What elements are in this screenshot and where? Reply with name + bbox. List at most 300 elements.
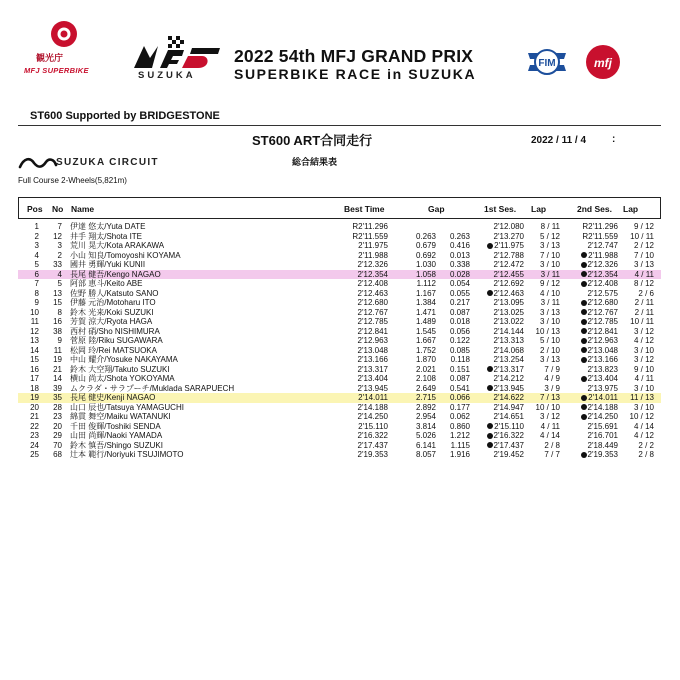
fim-logo [526, 47, 568, 77]
mfj-label: mfj [594, 56, 612, 70]
row-1st-session: 2'14.651 [493, 412, 524, 421]
row-gap-leader: 6.141 [415, 440, 436, 450]
table-row [18, 346, 661, 356]
row-best-time: 2'14.250 [357, 412, 388, 421]
row-pos: 7 [34, 279, 39, 288]
row-2nd-session: 2'12.575 [587, 288, 618, 298]
race-time: : [612, 134, 616, 145]
row-lap-1: 3 / 9 [544, 383, 560, 393]
row-no: 16 [53, 317, 62, 326]
row-no: 5 [57, 279, 62, 288]
row-lap-2: 3 / 13 [633, 260, 654, 269]
jta-superbike-logo [22, 20, 132, 82]
row-best-time: 2'16.322 [357, 431, 388, 440]
row-1st-session-time: 2'11.975 [494, 241, 524, 250]
row-2nd-session-time: 2'12.841 [587, 326, 618, 336]
table-row [18, 279, 661, 289]
event-subtitle: SUPERBIKE RACE in SUZUKA [234, 66, 477, 82]
best-lap-dot-icon [581, 309, 587, 315]
row-lap-1: 4 / 10 [539, 288, 560, 298]
row-2nd-session-time: 2'12.785 [587, 317, 618, 326]
best-lap-dot-icon [581, 395, 587, 401]
row-gap-leader: 1.870 [415, 355, 436, 364]
row-gap-leader: 2.108 [415, 374, 436, 383]
row-no: 15 [53, 298, 62, 307]
row-gap-prev: 0.018 [449, 317, 470, 326]
row-lap-2: 4 / 14 [633, 421, 654, 431]
row-lap-1: 2 / 8 [544, 440, 560, 450]
row-pos: 4 [34, 250, 39, 260]
col-pos: Pos [27, 204, 43, 214]
row-name: 小山 知良/Tomoyoshi KOYAMA [70, 250, 181, 260]
row-2nd-session [560, 374, 618, 384]
row-2nd-session: 2'12.747 [587, 241, 618, 250]
row-no: 11 [53, 345, 62, 355]
best-lap-dot-icon [581, 271, 587, 277]
row-1st-session [470, 384, 524, 394]
mfj-logo [585, 44, 621, 80]
row-1st-session [470, 289, 524, 299]
row-1st-session: 2'13.270 [493, 231, 524, 241]
row-name: 佐野 勝人/Katsuto SANO [70, 288, 159, 298]
row-gap-prev: 0.085 [449, 345, 470, 355]
row-gap-prev: 0.416 [449, 241, 470, 250]
table-row [18, 441, 661, 451]
row-name: 伊達 悠太/Yuta DATE [70, 222, 146, 231]
row-best-time: 2'11.988 [358, 250, 388, 260]
row-2nd-session [560, 279, 618, 289]
series-title: ST600 Supported by BRIDGESTONE [30, 110, 220, 122]
best-lap-dot-icon [581, 319, 587, 325]
row-best-time: 2'19.353 [357, 450, 388, 459]
row-best-time: 2'11.975 [358, 241, 388, 250]
row-1st-session: 2'14.622 [493, 393, 524, 402]
table-row [18, 336, 661, 346]
row-gap-leader: 1.030 [415, 260, 436, 269]
table-row [18, 308, 661, 318]
row-1st-session-time: 2'13.317 [493, 364, 524, 374]
row-gap-prev: 0.056 [449, 326, 470, 336]
course-info: Full Course 2-Wheels(5,821m) [18, 176, 127, 185]
row-2nd-session: 2'18.449 [587, 440, 618, 450]
row-lap-2: 3 / 10 [633, 345, 654, 355]
table-row [18, 355, 661, 365]
row-pos: 17 [30, 374, 39, 383]
best-lap-dot-icon [487, 385, 493, 391]
row-best-time: 2'13.048 [357, 345, 388, 355]
row-pos: 9 [34, 298, 39, 307]
table-row [18, 251, 661, 261]
col-lap-1: Lap [531, 204, 547, 214]
row-1st-session: 2'19.452 [493, 450, 524, 459]
row-2nd-session [560, 336, 618, 346]
row-gap-prev: 0.122 [449, 336, 470, 345]
row-name: 千田 俊輝/Toshiki SENDA [70, 421, 161, 431]
best-lap-dot-icon [581, 376, 587, 382]
row-lap-2: 2 / 11 [634, 298, 654, 307]
mfj-gp-logo [132, 34, 224, 84]
best-lap-dot-icon [487, 290, 493, 296]
row-2nd-session [560, 298, 618, 308]
row-lap-2: 11 / 13 [630, 393, 654, 402]
mfj-emblem-icon [585, 44, 621, 80]
row-name: ムクラダ・サラプーチ/Muklada SARAPUECH [70, 383, 235, 393]
row-gap-prev: 0.263 [449, 231, 470, 241]
row-name: 芳賀 涼大/Ryota HAGA [70, 317, 153, 326]
col-best-time: Best Time [344, 204, 385, 214]
row-1st-session: 2'13.022 [493, 317, 524, 326]
row-lap-1: 3 / 13 [539, 307, 560, 317]
row-gap-prev: 0.054 [449, 279, 470, 288]
row-2nd-session [560, 450, 618, 460]
row-pos: 8 [34, 288, 39, 298]
row-pos: 16 [30, 364, 39, 374]
row-1st-session-time: 2'13.945 [493, 383, 524, 393]
table-row [18, 403, 661, 413]
jta-logo-text: 観光庁 [36, 53, 64, 63]
row-1st-session [470, 365, 524, 375]
row-1st-session: 2'13.025 [493, 307, 524, 317]
row-no: 7 [57, 222, 62, 231]
row-2nd-session [560, 355, 618, 365]
race-title: ST600 ART合同走行 [252, 133, 373, 148]
row-lap-1: 3 / 12 [539, 412, 560, 421]
table-row [18, 317, 661, 327]
fim-label: FIM [538, 58, 556, 69]
row-gap-leader: 0.679 [415, 241, 436, 250]
row-no: 20 [53, 421, 62, 431]
row-lap-1: 4 / 14 [539, 431, 560, 440]
row-best-time: 2'12.408 [357, 279, 388, 288]
row-no: 29 [53, 431, 62, 440]
row-lap-1: 7 / 9 [544, 364, 560, 374]
row-best-time: 2'12.463 [357, 288, 388, 298]
row-gap-prev: 0.066 [449, 393, 470, 402]
row-name: 西村 硝/Sho NISHIMURA [70, 326, 160, 336]
row-2nd-session-time: 2'12.354 [587, 269, 618, 279]
row-2nd-session [560, 403, 618, 413]
gp-logo-sub: SUZUKA [138, 70, 196, 81]
row-no: 68 [53, 450, 62, 459]
row-gap-prev: 1.212 [449, 431, 470, 440]
row-gap-leader: 1.384 [415, 298, 436, 307]
row-2nd-session [560, 251, 618, 261]
table-row [18, 298, 661, 308]
mfj-superbike-text: MFJ SUPERBIKE [24, 66, 89, 75]
row-name: 長尾 健史/Kenji NAGAO [70, 393, 156, 402]
row-no: 33 [53, 260, 62, 269]
row-pos: 13 [30, 336, 39, 345]
row-name: 鈴木 慎吾/Shingo SUZUKI [70, 440, 163, 450]
col-gap: Gap [428, 204, 445, 214]
row-gap-leader: 1.058 [415, 269, 436, 279]
row-name: 鈴木 大空翔/Takuto SUZUKI [70, 364, 170, 374]
table-row-highlighted [18, 393, 661, 403]
row-1st-session: 2'13.254 [493, 355, 524, 364]
row-no: 35 [53, 393, 62, 402]
row-lap-2: 3 / 12 [633, 355, 654, 364]
table-row [18, 412, 661, 422]
row-name: 國井 勇輝/Yuki KUNII [70, 260, 146, 269]
table-row [18, 384, 661, 394]
best-lap-dot-icon [581, 300, 587, 306]
row-1st-session: 2'13.095 [493, 298, 524, 307]
row-lap-2: 7 / 10 [633, 250, 654, 260]
row-gap-prev: 0.028 [449, 269, 470, 279]
row-gap-prev: 1.916 [449, 450, 470, 459]
row-gap-prev: 0.860 [449, 421, 470, 431]
row-no: 38 [53, 326, 62, 336]
row-no: 21 [53, 364, 62, 374]
row-best-time: 2'12.841 [357, 326, 388, 336]
row-lap-1: 5 / 12 [539, 231, 560, 241]
row-lap-1: 7 / 7 [544, 450, 560, 459]
table-row [18, 260, 661, 270]
row-name: 山田 尚輝/Naoki YAMADA [70, 431, 163, 440]
row-best-time: 2'12.785 [357, 317, 388, 326]
row-2nd-session-time: 2'14.188 [587, 402, 618, 412]
row-2nd-session-time: 2'11.988 [588, 250, 618, 260]
row-best-time: 2'15.110 [358, 421, 388, 431]
row-best-time: R2'11.296 [352, 222, 388, 231]
row-name: 菅原 陸/Riku SUGAWARA [70, 336, 163, 345]
row-gap-leader: 2.021 [415, 364, 436, 374]
row-best-time: R2'11.559 [352, 231, 388, 241]
row-gap-leader: 2.715 [415, 393, 436, 402]
row-best-time: 2'12.354 [357, 269, 388, 279]
row-pos: 22 [30, 421, 39, 431]
col-name: Name [71, 204, 95, 214]
row-gap-prev: 0.151 [449, 364, 470, 374]
row-no: 2 [57, 250, 62, 260]
row-no: 70 [53, 440, 62, 450]
row-gap-prev: 0.338 [449, 260, 470, 269]
row-gap-prev: 0.177 [449, 402, 470, 412]
row-lap-1: 7 / 13 [539, 393, 560, 402]
row-lap-2: 9 / 10 [633, 364, 654, 374]
row-gap-leader: 5.026 [415, 431, 436, 440]
row-name: 山口 辰也/Tatsuya YAMAGUCHI [70, 402, 184, 412]
row-lap-1: 3 / 10 [539, 260, 560, 269]
row-no: 28 [53, 402, 62, 412]
circuit-name: SUZUKA CIRCUIT [56, 157, 159, 168]
best-lap-dot-icon [487, 423, 493, 429]
best-lap-dot-icon [581, 328, 587, 334]
row-name: 井手 翔太/Shota ITE [70, 231, 143, 241]
row-name: 松岡 玲/Rei MATSUOKA [70, 345, 157, 355]
row-gap-leader: 1.545 [415, 326, 436, 336]
row-1st-session-time: 2'17.437 [493, 440, 524, 450]
row-pos: 12 [30, 326, 39, 336]
row-name: 長尾 健吾/Kengo NAGAO [70, 269, 161, 279]
fim-emblem-icon [526, 47, 568, 77]
row-pos: 5 [34, 260, 39, 269]
table-row [18, 241, 661, 251]
row-gap-leader: 2.954 [415, 412, 436, 421]
row-pos: 6 [34, 269, 39, 279]
row-gap-prev: 0.118 [450, 355, 470, 364]
table-header [18, 197, 661, 219]
row-2nd-session: 2'13.975 [587, 383, 618, 393]
row-2nd-session: 2'15.691 [587, 421, 618, 431]
row-lap-1: 3 / 11 [540, 298, 560, 307]
row-best-time: 2'13.945 [357, 383, 388, 393]
row-2nd-session-time: 2'12.408 [587, 279, 618, 288]
best-lap-dot-icon [581, 404, 587, 410]
row-lap-2: 2 / 2 [638, 440, 654, 450]
row-lap-1: 3 / 10 [539, 317, 560, 326]
row-best-time: 2'13.166 [357, 355, 388, 364]
row-name: 荒川 晃大/Kota ARAKAWA [70, 241, 165, 250]
row-2nd-session [560, 270, 618, 280]
row-1st-session [470, 422, 524, 432]
row-name: 横山 尚太/Shota YOKOYAMA [70, 374, 175, 383]
row-best-time: 2'12.680 [357, 298, 388, 307]
row-no: 4 [57, 269, 62, 279]
row-lap-1: 3 / 13 [539, 241, 560, 250]
row-no: 12 [53, 231, 62, 241]
row-no: 23 [53, 412, 62, 421]
col-2nd-session: 2nd Ses. [577, 204, 612, 214]
row-2nd-session-time: 2'19.353 [587, 450, 618, 459]
row-gap-leader: 1.752 [415, 345, 436, 355]
row-pos: 15 [30, 355, 39, 364]
row-no: 14 [53, 374, 62, 383]
row-lap-1: 8 / 11 [540, 222, 560, 231]
results-table [18, 222, 661, 460]
row-lap-1: 4 / 11 [540, 421, 560, 431]
row-pos: 24 [30, 440, 39, 450]
row-name: 中山 耀介/Yosuke NAKAYAMA [70, 355, 178, 364]
row-best-time: 2'14.188 [357, 402, 388, 412]
row-1st-session-time: 2'15.110 [494, 421, 524, 431]
row-gap-prev: 0.062 [449, 412, 470, 421]
best-lap-dot-icon [487, 433, 493, 439]
row-name: 鈴木 光来/Koki SUZUKI [70, 307, 154, 317]
row-1st-session-time: 2'12.463 [493, 288, 524, 298]
row-lap-1: 2 / 10 [539, 345, 560, 355]
row-1st-session: 2'14.947 [493, 402, 524, 412]
race-date: 2022 / 11 / 4 [531, 135, 587, 146]
row-no: 39 [53, 383, 62, 393]
mfj-gp-mark-icon [132, 34, 224, 74]
row-gap-prev: 1.115 [450, 440, 470, 450]
row-gap-prev: 0.217 [449, 298, 470, 307]
row-no: 19 [53, 355, 62, 364]
row-gap-leader: 2.892 [415, 402, 436, 412]
row-no: 9 [57, 336, 62, 345]
row-lap-2: 10 / 11 [630, 317, 654, 326]
row-name: 伊藤 元治/Motoharu ITO [70, 298, 156, 307]
row-2nd-session [560, 317, 618, 327]
row-2nd-session [560, 327, 618, 337]
row-lap-2: 10 / 11 [630, 231, 654, 241]
row-lap-2: 3 / 10 [633, 402, 654, 412]
row-no: 13 [53, 288, 62, 298]
row-2nd-session: R2'11.296 [582, 222, 618, 231]
row-pos: 25 [30, 450, 39, 459]
results-title: 総合結果表 [292, 157, 338, 167]
row-best-time: 2'12.963 [357, 336, 388, 345]
row-lap-1: 3 / 13 [539, 355, 560, 364]
row-gap-prev: 0.013 [449, 250, 470, 260]
best-lap-dot-icon [581, 252, 587, 258]
row-1st-session [470, 241, 524, 251]
row-best-time: 2'13.404 [357, 374, 388, 383]
best-lap-dot-icon [487, 243, 493, 249]
row-2nd-session [560, 346, 618, 356]
row-gap-leader: 1.167 [415, 288, 436, 298]
row-pos: 18 [30, 383, 39, 393]
row-2nd-session: R2'11.559 [582, 231, 618, 241]
col-1st-session: 1st Ses. [484, 204, 517, 214]
row-pos: 20 [30, 402, 39, 412]
row-best-time: 2'17.437 [357, 440, 388, 450]
table-row [18, 289, 661, 299]
row-2nd-session [560, 260, 618, 270]
row-1st-session: 2'13.313 [493, 336, 524, 345]
best-lap-dot-icon [581, 262, 587, 268]
row-2nd-session [560, 412, 618, 422]
row-no: 3 [57, 241, 62, 250]
row-pos: 19 [30, 393, 39, 402]
row-lap-1: 10 / 10 [535, 402, 560, 412]
row-lap-2: 8 / 12 [633, 279, 654, 288]
row-no: 8 [57, 307, 62, 317]
row-pos: 23 [30, 431, 39, 440]
col-no: No [52, 204, 64, 214]
header [0, 0, 680, 100]
row-best-time: 2'12.326 [357, 260, 388, 269]
row-lap-1: 4 / 9 [544, 374, 560, 383]
row-lap-1: 9 / 12 [539, 279, 560, 288]
row-2nd-session-time: 2'14.011 [588, 393, 618, 402]
row-gap-prev: 0.087 [449, 307, 470, 317]
row-2nd-session-time: 2'12.326 [587, 260, 618, 269]
row-gap-leader: 0.263 [415, 231, 436, 241]
table-row [18, 374, 661, 384]
row-lap-2: 4 / 11 [634, 374, 654, 383]
row-2nd-session-time: 2'12.767 [587, 307, 618, 317]
row-lap-1: 5 / 10 [539, 336, 560, 345]
row-gap-leader: 1.471 [415, 307, 436, 317]
row-pos: 3 [34, 241, 39, 250]
event-title: 2022 54th MFJ GRAND PRIX [234, 46, 474, 66]
row-lap-2: 2 / 11 [634, 307, 654, 317]
row-gap-leader: 1.489 [415, 317, 436, 326]
row-lap-2: 2 / 8 [638, 450, 654, 459]
row-gap-leader: 1.112 [416, 279, 436, 288]
best-lap-dot-icon [581, 357, 587, 363]
best-lap-dot-icon [581, 414, 587, 420]
row-pos: 14 [30, 345, 39, 355]
row-2nd-session [560, 393, 618, 403]
table-row [18, 365, 661, 375]
row-lap-2: 4 / 12 [633, 431, 654, 440]
row-name: 阿部 恵斗/Keito ABE [70, 279, 143, 288]
row-lap-1: 7 / 10 [539, 250, 560, 260]
row-pos: 21 [30, 412, 39, 421]
row-gap-leader: 8.057 [415, 450, 436, 459]
row-1st-session [470, 431, 524, 441]
table-row [18, 422, 661, 432]
row-lap-2: 4 / 11 [634, 269, 654, 279]
row-2nd-session: 2'13.823 [587, 364, 618, 374]
row-name: 辻本 範行/Noriyuki TSUJIMOTO [70, 450, 184, 459]
row-2nd-session-time: 2'13.166 [587, 355, 618, 364]
best-lap-dot-icon [487, 366, 493, 372]
row-lap-1: 10 / 13 [535, 326, 560, 336]
